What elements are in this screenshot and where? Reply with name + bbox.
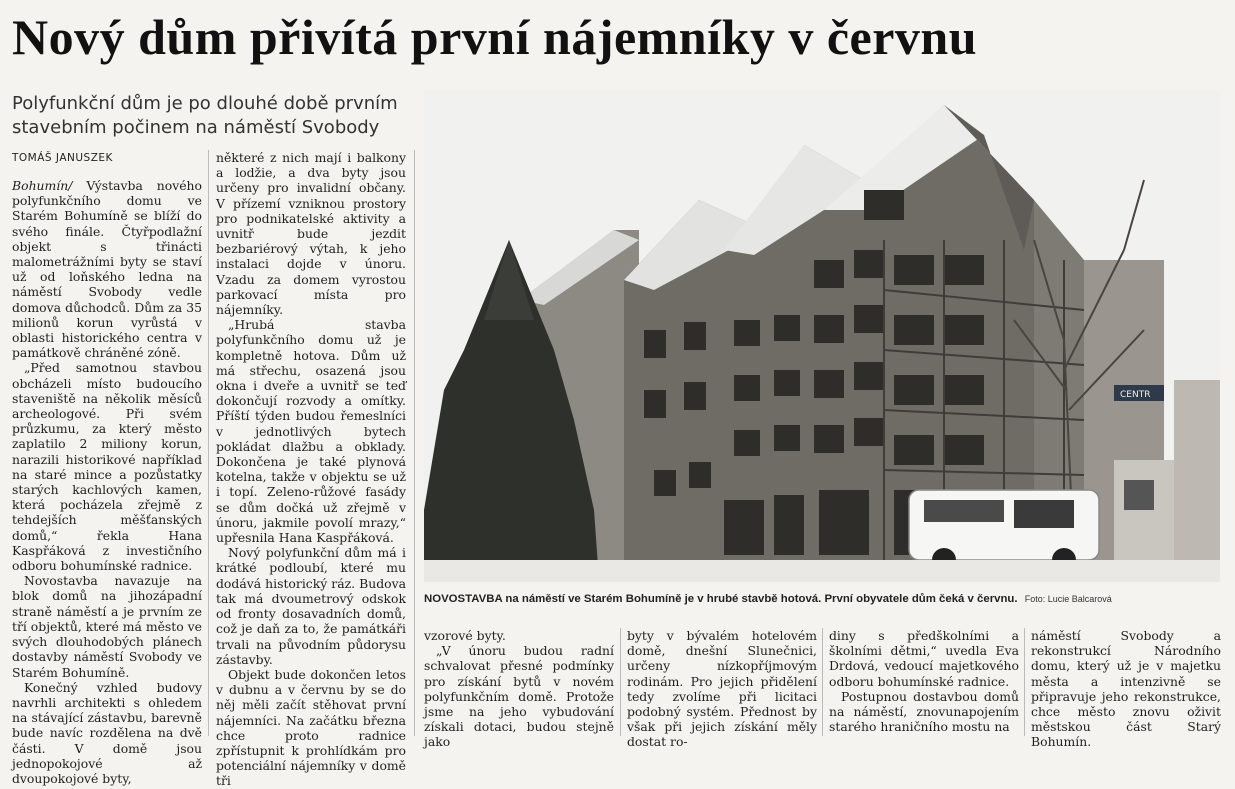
column-divider — [208, 150, 209, 736]
paragraph-text: Výstavba nového polyfunkčního domu ve Starém Bohumíně se blíží do svého finále. Čtyřpodlažní objekt s třinácti malometrážními byty se staví už od loňského ledna na náměstí Svobody vedle domova důchodců. Dům za 35 milionů korun vyrůstá v oblasti historického centra v památkově chráněné zóně. — [12, 178, 202, 361]
paragraph: byty v bývalém hotelovém domě, dnešní Slunečnici, určeny nízkopříjmovým rodinám. Pro jejich přidělení tedy zvolíme při licitaci podobný systém. Přednost by však při jejich získání měly dostat ro- — [627, 628, 817, 750]
paragraph: Konečný vzhled budovy navrhli architekti s ohledem na stávající zástavbu, barevně bude navíc rozdělena na dvě části. V domě jsou jednopokojové až dvoupokojové byty, — [12, 679, 202, 786]
text-column-3 — [424, 628, 614, 750]
column-divider — [822, 628, 823, 736]
paragraph: některé z nich mají i balkony a lodžie, a dva byty jsou určeny pro invalidní občany. V přízemí vzniknou prostory pro podnikatelské aktivity a uvnitř bude jezdit bezbariérový výtah, k jeho instalaci dojde v únoru. Vzadu za domem vyrostou parkovací místa pro nájemníky. — [216, 150, 406, 318]
paragraph: diny s předškolními a školními dětmi,“ uvedla Eva Drdová, vedoucí majetkového odboru bohumínské radnice. — [829, 628, 1019, 689]
column-divider — [620, 628, 621, 736]
subheadline: Polyfunkční dům je po dlouhé době prvním stavebním počinem na náměstí Svobody — [12, 93, 398, 138]
paragraph: „Hrubá stavba polyfunkčního domu už je kompletně hotova. Dům už má střechu, osazená jsou okna i dveře a uvnitř se teď dokončují rozvody a omítky. Příští týden budou řemeslníci v jednotlivých bytech pokládat dlažbu a obklady. Dokončena je také plynová kotelna, takže v objektu se už i topí. Zeleno-růžové fasády se dům dočká už zřejmě v únoru, jakmile povolí mrazy,“ upřesnila Hana Kaspřáková. — [216, 317, 406, 546]
text-column-4 — [627, 628, 817, 750]
paragraph: vzorové byty. — [424, 628, 506, 643]
caption-lead: NOVOSTAVBA — [424, 593, 503, 605]
paragraph: Objekt bude dokončen letos v dubnu a v červnu by se do něj měli začít stěhovat první nájemníci. Na začátku března chce proto radnice zpřístupnit k prohlídkám pro potenciální nájemníky v domě tři — [216, 666, 406, 789]
photo-caption — [424, 592, 1220, 606]
text-column-5 — [829, 628, 1019, 734]
text-column-6 — [1031, 628, 1221, 750]
column-divider — [414, 150, 415, 736]
column-divider — [1024, 628, 1025, 736]
building-photo — [424, 90, 1220, 582]
text-column-2 — [216, 150, 406, 789]
text-column-1 — [12, 178, 202, 786]
photo-credit: Foto: Lucie Balcarová — [1024, 594, 1112, 604]
author-byline: TOMÁŠ JANUSZEK — [12, 152, 113, 164]
paragraph: Nový polyfunkční dům má i krátké podloubí, které mu dodává historický ráz. Budova tak má dvoumetrový odskok od fronty dosavadních domů, což je daň za to, že památkáři trvali na původním půdorysu zástavby. — [216, 545, 406, 667]
paragraph — [12, 178, 202, 360]
paragraph: náměstí Svobody a rekonstrukcí Národního domu, který už je v majetku města a intenzivně se připravuje jeho rekonstrukce, chce město znovu oživit městskou část Starý Bohumín. — [1031, 628, 1221, 750]
headline: Nový dům přivítá první nájemníky v červnu — [12, 9, 978, 65]
paragraph: Novostavba navazuje na blok domů na jihozápadní straně náměstí a je prvním ze tří objektů, které má město ve svých dlouhodobých plánech dostavby náměstí Svobody ve Starém Bohumíně. — [12, 573, 202, 680]
building-photo-illustration — [424, 90, 1220, 582]
caption-text: na náměstí ve Starém Bohumíně je v hrubé stavbě hotová. První obyvatele dům čeká v červnu. — [502, 593, 1018, 605]
street-sign-text: CENTR — [1120, 390, 1151, 400]
paragraph: „V únoru budou radní schvalovat přesné podmínky pro získání bytů v novém polyfunkčním domě. Protože jsme na jeho vybudování získali dotaci, budou stejně jako — [424, 643, 614, 750]
paragraph: Postupnou dostavbou domů na náměstí, znovunapojením starého hraničního mostu na — [829, 688, 1019, 735]
paragraph: „Před samotnou stavbou obcházeli místo budoucího staveniště na několik měsíců archeologové. Při svém průzkumu, za který město zaplatilo 2 miliony korun, narazili historikové například na staré mince a pozůstatky starých kachlových kamen, která pocházela zřejmě z tehdejších měšťanských domů,“ řekla Hana Kaspřáková z investičního odboru bohumínské radnice. — [12, 360, 202, 574]
dateline: Bohumín/ — [12, 178, 73, 193]
